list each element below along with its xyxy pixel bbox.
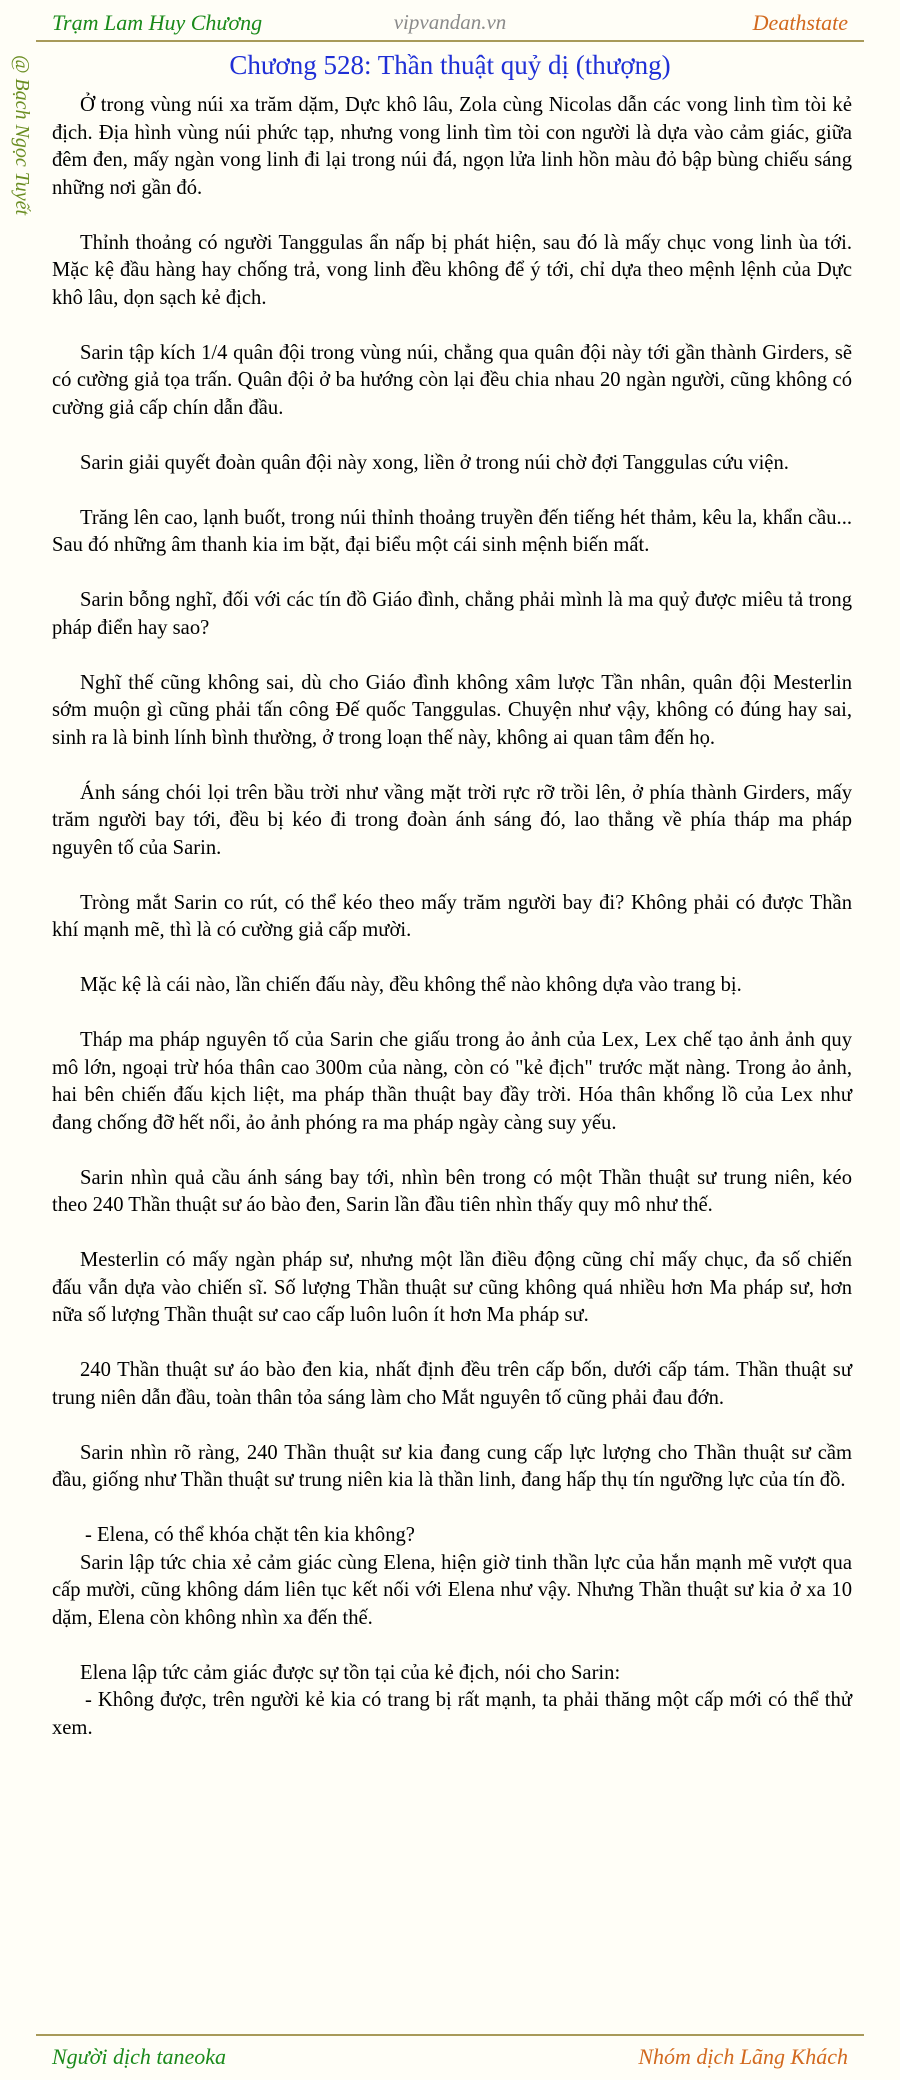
chapter-body: [52, 92, 852, 1770]
footer-divider: [36, 2034, 864, 2036]
paragraph-2: Thỉnh thoảng có người Tanggulas ẩn nấp bị phát hiện, sau đó là mấy chục vong linh ùa tới. Mặc kệ đầu hàng hay chống trả, vong linh đều không để ý tới, chỉ dựa theo mệnh lệnh của Dực khô lâu, dọn sạch kẻ địch.: [52, 231, 852, 309]
header: [0, 0, 900, 42]
group-credit: Nhóm dịch Lãng Khách: [638, 2044, 848, 2069]
paragraph-5: Trăng lên cao, lạnh buốt, trong núi thỉnh thoảng truyền đến tiếng hét thảm, kêu la, khẩn cầu... Sau đó những âm thanh kia im bặt, đại biểu một cái sinh mệnh biến mất.: [52, 506, 852, 556]
paragraph-3: Sarin tập kích 1/4 quân đội trong vùng núi, chẳng qua quân đội này tới gần thành Girders, sẽ có cường giả tọa trấn. Quân đội ở ba hướng còn lại đều chia nhau 20 ngàn người, cũng không có cường giả cấp chín dẫn đầu.: [52, 341, 852, 419]
dialogue-line: - Elena, có thể khóa chặt tên kia không?: [85, 1524, 415, 1546]
paragraph-4: Sarin giải quyết đoàn quân đội này xong, liền ở trong núi chờ đợi Tanggulas cứu viện.: [80, 451, 789, 474]
paragraph-12: Sarin nhìn quả cầu ánh sáng bay tới, nhìn bên trong có một Thần thuật sư trung niên, kéo theo 240 Thần thuật sư áo bào đen, Sarin lần đầu tiên nhìn thấy quy mô như thế.: [52, 1166, 852, 1216]
book-author: Deathstate: [752, 10, 848, 35]
site-name: Trạm Lam Huy Chương: [52, 10, 263, 35]
header-divider: [36, 40, 864, 42]
dialogue-block-2: [52, 1660, 852, 1743]
chapter-title: Chương 528: Thần thuật quỷ dị (thượng): [229, 50, 671, 80]
paragraph-9: Tròng mắt Sarin co rút, có thể kéo theo mấy trăm người bay đi? Không phải có được Thần khí mạnh mẽ, thì là có cường giả cấp mười.: [52, 891, 852, 941]
side-watermark-text: @ Bạch Ngọc Tuyết: [11, 55, 33, 216]
paragraph-15: Sarin nhìn rõ ràng, 240 Thần thuật sư kia đang cung cấp lực lượng cho Thần thuật sư cầm đầu, giống như Thần thuật sư trung niên kia là thần linh, đang hấp thụ tín ngưỡng lực của tín đồ.: [52, 1441, 852, 1491]
paragraph-13: Mesterlin có mấy ngàn pháp sư, nhưng một lần điều động cũng chỉ mấy chục, đa số chiến đấu vẫn dựa vào chiến sĩ. Số lượng Thần thuật sư cũng không quá nhiều hơn Ma pháp sư, hơn nữa số lượng Thần thuật sư cao cấp luôn luôn ít hơn Ma pháp sư.: [52, 1249, 852, 1326]
paragraph-11: Tháp ma pháp nguyên tố của Sarin che giấu trong ảo ảnh của Lex, Lex chế tạo ảnh ảnh quy mô lớn, ngoại trừ hóa thân cao 300m của nàng, còn có "kẻ địch" trước mặt nàng. Trong ảo ảnh, hai bên chiến đấu kịch liệt, ma pháp thần thuật bay đầy trời. Hóa thân khổng lồ của Lex như đang chống đỡ hết nổi, ảo ảnh phóng ra ma pháp ngày càng suy yếu.: [52, 1029, 852, 1134]
narration-line: Sarin lập tức chia xẻ cảm giác cùng Elena, hiện giờ tinh thần lực của hắn mạnh mẽ vượt qua cấp mười, cũng không dám liên tục kết nối với Elena như vậy. Nhưng Thần thuật sư kia ở xa 10 dặm, Elena còn không nhìn xa đến thế.: [52, 1551, 852, 1629]
paragraph-6: Sarin bỗng nghĩ, đối với các tín đồ Giáo đình, chẳng phải mình là ma quỷ được miêu tả trong pháp điển hay sao?: [52, 589, 852, 639]
paragraph-1: Ở trong vùng núi xa trăm dặm, Dực khô lâu, Zola cùng Nicolas dẫn các vong linh tìm tòi kẻ địch. Địa hình vùng núi phức tạp, nhưng vong linh tìm tòi con người là dựa vào cảm giác, giữa đêm đen, mấy ngàn vong linh đi lại trong núi đá, ngọn lửa linh hồn màu đỏ bập bùng chiếu sáng những nơi gần đó.: [52, 94, 852, 199]
dialogue-line: - Không được, trên người kẻ kia có trang bị rất mạnh, ta phải thăng một cấp mới có thể thử xem.: [52, 1689, 852, 1739]
paragraph-10: Mặc kệ là cái nào, lần chiến đấu này, đều không thể nào không dựa vào trang bị.: [80, 974, 742, 996]
dialogue-block-1: [52, 1522, 852, 1632]
narration-line: Elena lập tức cảm giác được sự tồn tại của kẻ địch, nói cho Sarin:: [80, 1661, 621, 1684]
paragraph-7: Nghĩ thế cũng không sai, dù cho Giáo đình không xâm lược Tần nhân, quân đội Mesterlin sớm muộn gì cũng phải tấn công Đế quốc Tanggulas. Chuyện như vậy, không có đúng hay sai, sinh ra là binh lính bình thường, ở trong loạn thế này, không ai quan tâm đến họ.: [52, 671, 852, 749]
translator-credit: Người dịch taneoka: [52, 2044, 227, 2069]
paragraph-8: Ánh sáng chói lọi trên bầu trời như vầng mặt trời rực rỡ trồi lên, ở phía thành Girders, mấy trăm người bay tới, đều bị kéo đi trong đoàn ánh sáng đó, lao thẳng về phía tháp ma pháp nguyên tố của Sarin.: [52, 781, 852, 859]
paragraph-14: 240 Thần thuật sư áo bào đen kia, nhất định đều trên cấp bốn, dưới cấp tám. Thần thuật sư trung niên dẫn đầu, toàn thân tỏa sáng làm cho Mắt nguyên tố cũng phải đau đớn.: [52, 1359, 852, 1409]
side-watermark: [10, 55, 38, 275]
site-url: vipvandan.vn: [393, 10, 507, 34]
